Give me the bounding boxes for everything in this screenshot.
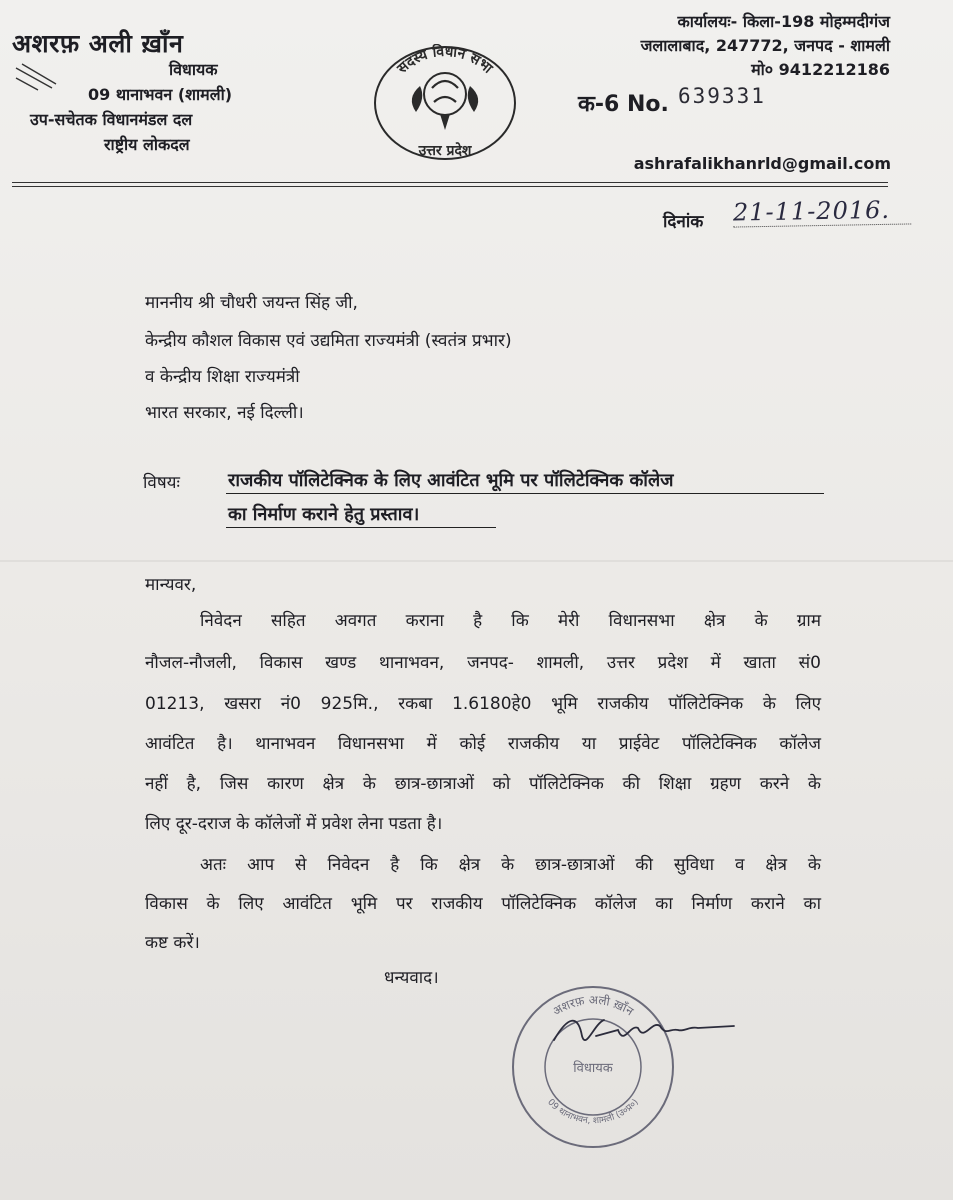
office-address-line2: जलालाबाद, 247772, जनपद - शामली xyxy=(640,36,890,55)
emblem-top-text: सदस्य विधान सभा xyxy=(394,44,496,77)
body-p1-line5: नहीं है, जिस कारण क्षेत्र के छात्र-छात्राओं को पॉलिटेक्निक की शिक्षा ग्रहण करने के xyxy=(145,774,821,794)
subject-underline2 xyxy=(226,527,496,528)
paper-fold xyxy=(0,560,953,562)
header-rule-bottom xyxy=(12,186,888,187)
body-p2-line2: विकास के लिए आवंटित भूमि पर राजकीय पॉलिटेक्निक कॉलेज का निर्माण कराने का xyxy=(145,894,821,914)
body-p2-line3: कष्ट करें। xyxy=(145,933,200,953)
recipient-line1: माननीय श्री चौधरी जयन्त सिंह जी, xyxy=(145,293,358,313)
letterhead-flourish xyxy=(14,58,58,94)
letterhead-name: अशरफ़ अली ख़ाँन xyxy=(12,29,184,58)
subject-underline1 xyxy=(226,493,824,494)
body-p1-line3: 01213, खसरा नं0 925मि., रकबा 1.6180हे0 भूमि राजकीय पॉलिटेक्निक के लिए xyxy=(145,694,821,714)
letterhead-constituency: 09 थानाभवन (शामली) xyxy=(88,85,233,104)
body-p1-line1: निवेदन सहित अवगत कराना है कि मेरी विधानसभा क्षेत्र के ग्राम xyxy=(200,611,821,631)
date-value: 21-11-2016. xyxy=(733,195,911,227)
seal-text-top: अशरफ़ अली ख़ाँन xyxy=(550,992,637,1019)
serial-label: क-6 No. xyxy=(578,92,669,117)
emblem-bottom-text: उत्तर प्रदेश xyxy=(418,143,472,159)
letterhead-post: उप-सचेतक विधानमंडल दल xyxy=(30,110,193,129)
email-address: ashrafalikhanrld@gmail.com xyxy=(633,154,891,173)
seal-center-text: विधायक xyxy=(573,1061,613,1076)
letterhead-party: राष्ट्रीय लोकदल xyxy=(104,135,190,154)
body-p1-line2: नौजल-नौजली, विकास खण्ड थानाभवन, जनपद- शामली, उत्तर प्रदेश में खाता सं0 xyxy=(145,653,821,673)
date-label: दिनांक xyxy=(663,212,704,232)
recipient-line2: केन्द्रीय कौशल विकास एवं उद्यमिता राज्यमंत्री (स्वतंत्र प्रभार) xyxy=(145,331,512,351)
handwritten-signature xyxy=(548,1006,738,1058)
recipient-line4: भारत सरकार, नई दिल्ली। xyxy=(145,403,304,423)
letterhead-designation: विधायक xyxy=(169,60,218,79)
subject-line2: का निर्माण कराने हेतु प्रस्ताव। xyxy=(228,504,420,525)
seal-text-bottom: 09 थानाभवन, शामली (उ०प्र०) xyxy=(545,1097,641,1127)
serial-number: 639331 xyxy=(678,84,766,108)
header-rule-top xyxy=(12,182,888,183)
body-p1-line6: लिए दूर-दराज के कॉलेजों में प्रवेश लेना पडता है। xyxy=(145,814,443,834)
recipient-line3: व केन्द्रीय शिक्षा राज्यमंत्री xyxy=(145,367,300,387)
body-p1-line4: आवंटित है। थानाभवन विधानसभा में कोई राजकीय या प्राईवेट पॉलिटेक्निक कॉलेज xyxy=(145,734,821,754)
body-p2-line1: अतः आप से निवेदन है कि क्षेत्र के छात्र-छात्राओं की सुविधा व क्षेत्र के xyxy=(200,855,821,875)
subject-label: विषयः xyxy=(143,473,180,493)
office-mobile: मो० 9412212186 xyxy=(751,60,890,79)
vidhan-sabha-emblem xyxy=(372,44,518,162)
closing-thanks: धन्यवाद। xyxy=(384,968,439,988)
salutation: मान्यवर, xyxy=(145,575,197,595)
subject-line1: राजकीय पॉलिटेक्निक के लिए आवंटित भूमि पर पॉलिटेक्निक कॉलेज xyxy=(228,470,674,491)
office-address-line1: कार्यालयः- किला-198 मोहम्मदीगंज xyxy=(677,12,890,31)
